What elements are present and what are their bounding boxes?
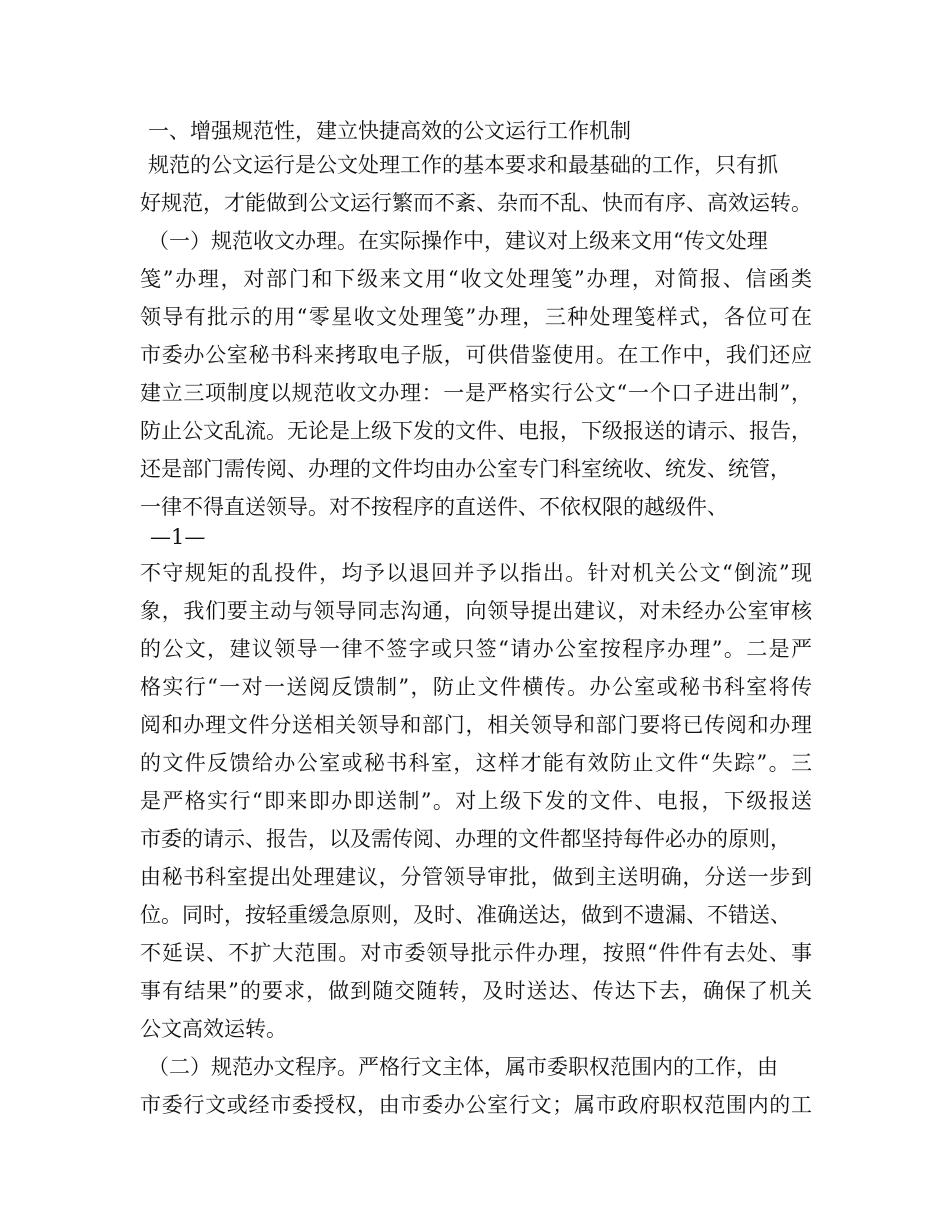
paragraph-line: （二）规范办文程序。严格行文主体，属市委职权范围内的工作，由 (148, 1055, 778, 1079)
paragraph-line: 还是部门需传阅、办理的文件均由办公室专门科室统收、统发、统管， (140, 457, 791, 481)
paragraph-line: 事有结果”的要求，做到随交随转，及时送达、传达下去，确保了机关 (140, 979, 812, 1003)
paragraph-line: 好规范，才能做到公文运行繁而不紊、杂而不乱、快而有序、高效运转。 (140, 191, 812, 215)
paragraph-line: 的文件反馈给办公室或秘书科室，这样才能有效防止文件“失踪”。三 (140, 751, 812, 775)
paragraph-line: 不守规矩的乱投件，均予以退回并予以指出。针对机关公文“倒流”现 (140, 561, 812, 585)
paragraph-line: 阅和办理文件分送相关领导和部门，相关领导和部门要将已传阅和办理 (140, 713, 812, 737)
paragraph-line: 市委办公室秘书科来拷取电子版，可供借鉴使用。在工作中，我们还应 (140, 343, 812, 367)
paragraph-line: 不延误、不扩大范围。对市委领导批示件办理，按照“件件有去处、事 (140, 941, 812, 965)
paragraph-line: 规范的公文运行是公文处理工作的基本要求和最基础的工作，只有抓 (148, 153, 778, 177)
paragraph-line: 是严格实行“即来即办即送制”。对上级下发的文件、电报，下级报送 (140, 789, 812, 813)
paragraph-line: 笺”办理，对部门和下级来文用“收文处理笺”办理，对简报、信函类 (140, 267, 812, 291)
paragraph-line: （一）规范收文办理。在实际操作中，建议对上级来文用“传文处理 (148, 229, 768, 253)
paragraph-line: 防止公文乱流。无论是上级下发的文件、电报，下级报送的请示、报告， (140, 419, 812, 443)
paragraph-line: 一律不得直送领导。对不按程序的直送件、不依权限的越级件、 (140, 495, 728, 519)
paragraph-line: 由秘书科室提出处理建议，分管领导审批，做到主送明确，分送一步到 (140, 865, 812, 889)
paragraph-line: 公文高效运转。 (140, 1017, 287, 1041)
paragraph-line: 格实行“一对一送阅反馈制”，防止文件横传。办公室或秘书科室将传 (140, 675, 812, 699)
section-heading: 一、增强规范性，建立快捷高效的公文运行工作机制 (148, 119, 631, 143)
page-number: —1— (150, 525, 206, 549)
paragraph-line: 建立三项制度以规范收文办理：一是严格实行公文“一个口子进出制”， (140, 381, 812, 405)
paragraph-line: 象，我们要主动与领导同志沟通，向领导提出建议，对未经办公室审核 (140, 599, 812, 623)
paragraph-line: 领导有批示的用“零星收文处理笺”办理，三种处理笺样式，各位可在 (140, 305, 812, 329)
paragraph-line: 市委的请示、报告，以及需传阅、办理的文件都坚持每件必办的原则， (140, 827, 791, 851)
paragraph-line: 的公文，建议领导一律不签字或只签“请办公室按程序办理”。二是严 (140, 637, 812, 661)
paragraph-line: 位。同时，按轻重缓急原则，及时、准确送达，做到不遗漏、不错送、 (140, 903, 791, 927)
paragraph-line: 市委行文或经市委授权，由市委办公室行文；属市政府职权范围内的工 (140, 1093, 812, 1117)
